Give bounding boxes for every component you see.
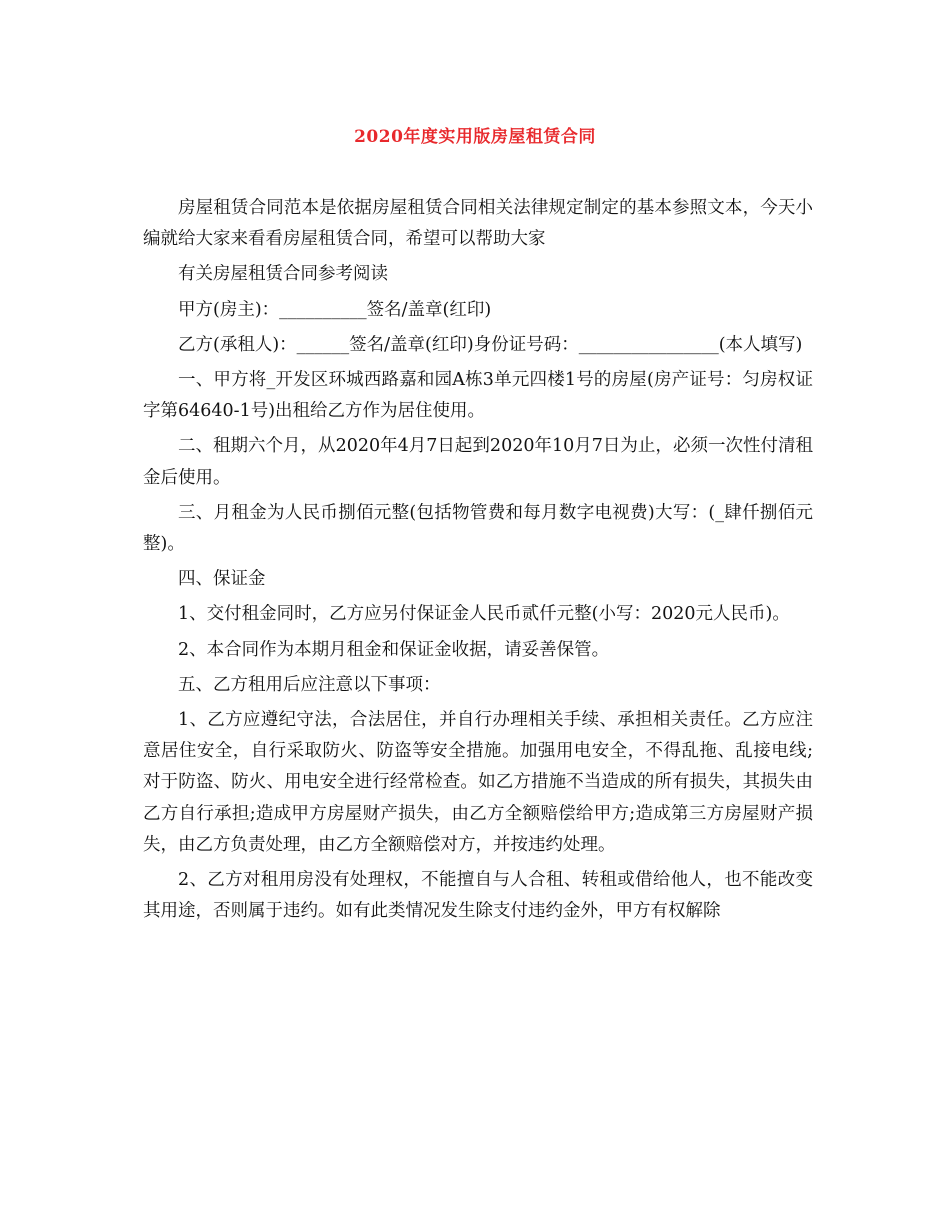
paragraph-clause-4-1: 1、交付租金同时，乙方应另付保证金人民币贰仟元整(小写：2020元人民币)。	[178, 604, 790, 625]
paragraph-clause-2: 二、租期六个月，从2020年4月7日起到2020年10月7日为止，必须一次性付清租金后使用。	[143, 436, 813, 488]
paragraph-clause-5-heading: 五、乙方租用后应注意以下事项：	[178, 674, 441, 695]
paragraph-party-a: 甲方(房主)：__________签名/盖章(红印)	[178, 299, 492, 320]
paragraph-clause-4-heading: 四、保证金	[178, 569, 266, 590]
paragraph-clause-3: 三、月租金为人民币捌佰元整(包括物管费和每月数字电视费)大写：(_肆仟捌佰元整)。	[143, 502, 813, 555]
document-body	[143, 193, 813, 931]
paragraph-clause-4-2: 2、本合同作为本期月租金和保证金收据，请妥善保管。	[178, 639, 610, 660]
paragraph-clause-5-1: 1、乙方应遵纪守法，合法居住，并自行办理相关手续、承担相关责任。乙方应注意居住安全，自行采取防火、防盗等安全措施。加强用电安全，不得乱拖、乱接电线;对于防盗、防火、用电安全进行经常检查。如乙方措施不当造成的所有损失，其损失由乙方自行承担;造成甲方房屋财产损失，由乙方全额赔偿给甲方;造成第三方房屋财产损失，由乙方负责处理，由乙方全额赔偿对方，并按违约处理。	[143, 710, 813, 855]
paragraph-party-b: 乙方(承租人)：______签名/盖章(红印)身份证号码：________________(本人填写)	[178, 334, 803, 355]
document-title: 2020年度实用版房屋租赁合同	[354, 127, 596, 147]
paragraph-intro: 房屋租赁合同范本是依据房屋租赁合同相关法律规定制定的基本参照文本，今天小编就给大家来看看房屋租赁合同，希望可以帮助大家	[143, 198, 813, 250]
paragraph-reference: 有关房屋租赁合同参考阅读	[178, 264, 388, 285]
paragraph-clause-1: 一、甲方将_开发区环城西路嘉和园A栋3单元四楼1号的房屋(房产证号：匀房权证字第64640-1号)出租给乙方作为居住使用。	[143, 370, 813, 422]
paragraph-clause-5-2: 2、乙方对租用房没有处理权，不能擅自与人合租、转租或借给他人，也不能改变其用途，否则属于违约。如有此类情况发生除支付违约金外，甲方有权解除	[143, 870, 813, 922]
